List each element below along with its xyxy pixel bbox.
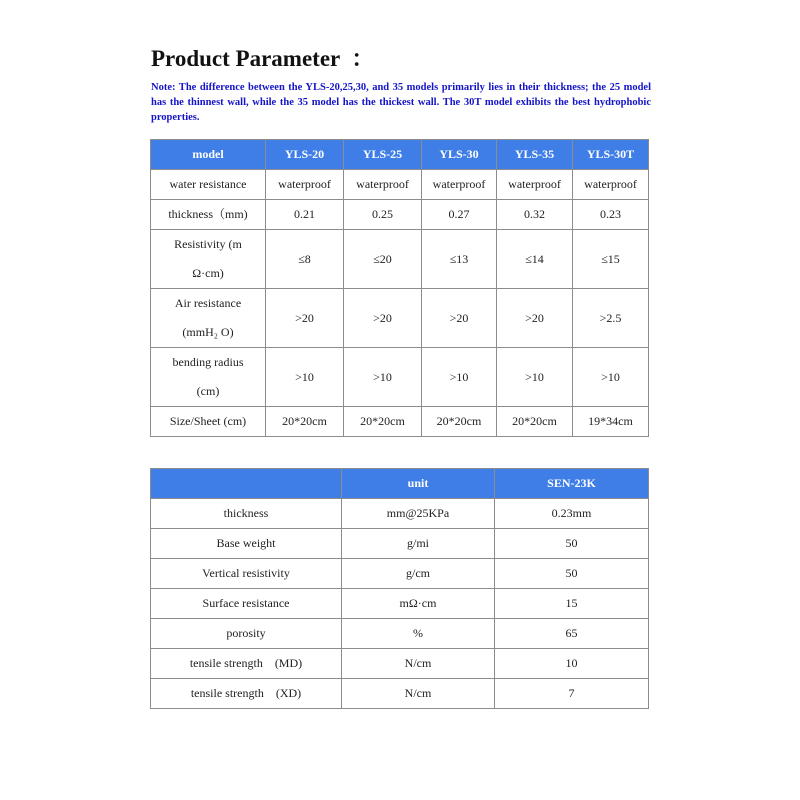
row-label-vertical-resistivity: Vertical resistivity	[151, 559, 342, 589]
unit-cell: mΩ·cm	[342, 589, 495, 619]
table-cell: ≤15	[573, 230, 649, 289]
table-cell: >10	[422, 348, 497, 407]
table-cell: 20*20cm	[266, 407, 344, 437]
header-cell-yls-20: YLS-20	[266, 140, 344, 170]
row-label-tensile-strength-md: tensile strength (MD)	[151, 649, 342, 679]
table-row	[151, 649, 649, 679]
row-label-air-resistance	[151, 289, 266, 348]
table-cell: >10	[497, 348, 573, 407]
row-label-bending-radius	[151, 348, 266, 407]
value-cell: 0.23mm	[495, 499, 649, 529]
value-cell: 10	[495, 649, 649, 679]
table-row	[151, 589, 649, 619]
row-label-tensile-strength-xd: tensile strength (XD)	[151, 679, 342, 709]
table-row	[151, 407, 649, 437]
table-cell: waterproof	[266, 170, 344, 200]
table-cell: 0.27	[422, 200, 497, 230]
value-cell: 65	[495, 619, 649, 649]
row-label-base-weight: Base weight	[151, 529, 342, 559]
header-cell-yls-35: YLS-35	[497, 140, 573, 170]
table-cell: >20	[266, 289, 344, 348]
row-label-line: (cm)	[196, 384, 220, 398]
table-row	[151, 230, 649, 289]
table-cell: 20*20cm	[344, 407, 422, 437]
row-label-line: (mmH₂ O)	[182, 325, 234, 339]
table-row	[151, 289, 649, 348]
table-cell: waterproof	[573, 170, 649, 200]
row-label-size-sheet: Size/Sheet (cm)	[151, 407, 266, 437]
header-cell-sen-23k: SEN-23K	[495, 469, 649, 499]
header-cell-yls-30: YLS-30	[422, 140, 497, 170]
table-row	[151, 200, 649, 230]
row-label-line: bending radius	[172, 355, 244, 369]
table-cell: 0.21	[266, 200, 344, 230]
table-row	[151, 170, 649, 200]
unit-cell: g/mi	[342, 529, 495, 559]
row-label-water-resistance: water resistance	[151, 170, 266, 200]
table-cell: ≤14	[497, 230, 573, 289]
value-cell: 7	[495, 679, 649, 709]
unit-cell: mm@25KPa	[342, 499, 495, 529]
table-row	[151, 619, 649, 649]
table-cell: 20*20cm	[422, 407, 497, 437]
unit-cell: N/cm	[342, 679, 495, 709]
table-cell: waterproof	[344, 170, 422, 200]
table-row	[151, 679, 649, 709]
value-cell: 50	[495, 529, 649, 559]
table-cell: 0.25	[344, 200, 422, 230]
row-label-surface-resistance: Surface resistance	[151, 589, 342, 619]
product-parameter-table	[150, 139, 649, 437]
header-cell-unit: unit	[342, 469, 495, 499]
table-cell: waterproof	[422, 170, 497, 200]
row-label-line: Ω·cm)	[192, 266, 224, 280]
header-cell-empty	[151, 469, 342, 499]
row-label-resistivity	[151, 230, 266, 289]
header-cell-yls-25: YLS-25	[344, 140, 422, 170]
table-cell: ≤8	[266, 230, 344, 289]
table-row	[151, 348, 649, 407]
table-cell: >20	[497, 289, 573, 348]
value-cell: 50	[495, 559, 649, 589]
table-cell: >10	[573, 348, 649, 407]
table-header-row	[151, 469, 649, 499]
row-label-line: Air resistance	[174, 296, 242, 310]
table-cell: 0.23	[573, 200, 649, 230]
table-cell: waterproof	[497, 170, 573, 200]
header-cell-yls-30t: YLS-30T	[573, 140, 649, 170]
page-title: Product Parameter ：	[151, 46, 375, 71]
sen-23k-spec-table	[150, 468, 649, 709]
table-cell: ≤20	[344, 230, 422, 289]
table-row	[151, 559, 649, 589]
row-label-porosity: porosity	[151, 619, 342, 649]
table-cell: >10	[266, 348, 344, 407]
table-cell: ≤13	[422, 230, 497, 289]
table-cell: >20	[344, 289, 422, 348]
table-row	[151, 499, 649, 529]
model-note: Note: The difference between the YLS-20,25,30, and 35 models primarily lies in their thickness; the 25 model has the thinnest wall, while the 35 model has the thickest wall. The 30T model exhibits the best hydrophobic properties.	[151, 82, 651, 123]
table-cell: >10	[344, 348, 422, 407]
table-cell: >2.5	[573, 289, 649, 348]
unit-cell: N/cm	[342, 649, 495, 679]
row-label-line: Resistivity (m	[174, 237, 242, 251]
row-label-thickness: thickness（mm)	[151, 200, 266, 230]
table-header-row	[151, 140, 649, 170]
header-cell-model: model	[151, 140, 266, 170]
table-cell: 19*34cm	[573, 407, 649, 437]
table-cell: 0.32	[497, 200, 573, 230]
row-label-thickness: thickness	[151, 499, 342, 529]
table-cell: 20*20cm	[497, 407, 573, 437]
unit-cell: g/cm	[342, 559, 495, 589]
value-cell: 15	[495, 589, 649, 619]
table-cell: >20	[422, 289, 497, 348]
unit-cell: %	[342, 619, 495, 649]
table-row	[151, 529, 649, 559]
